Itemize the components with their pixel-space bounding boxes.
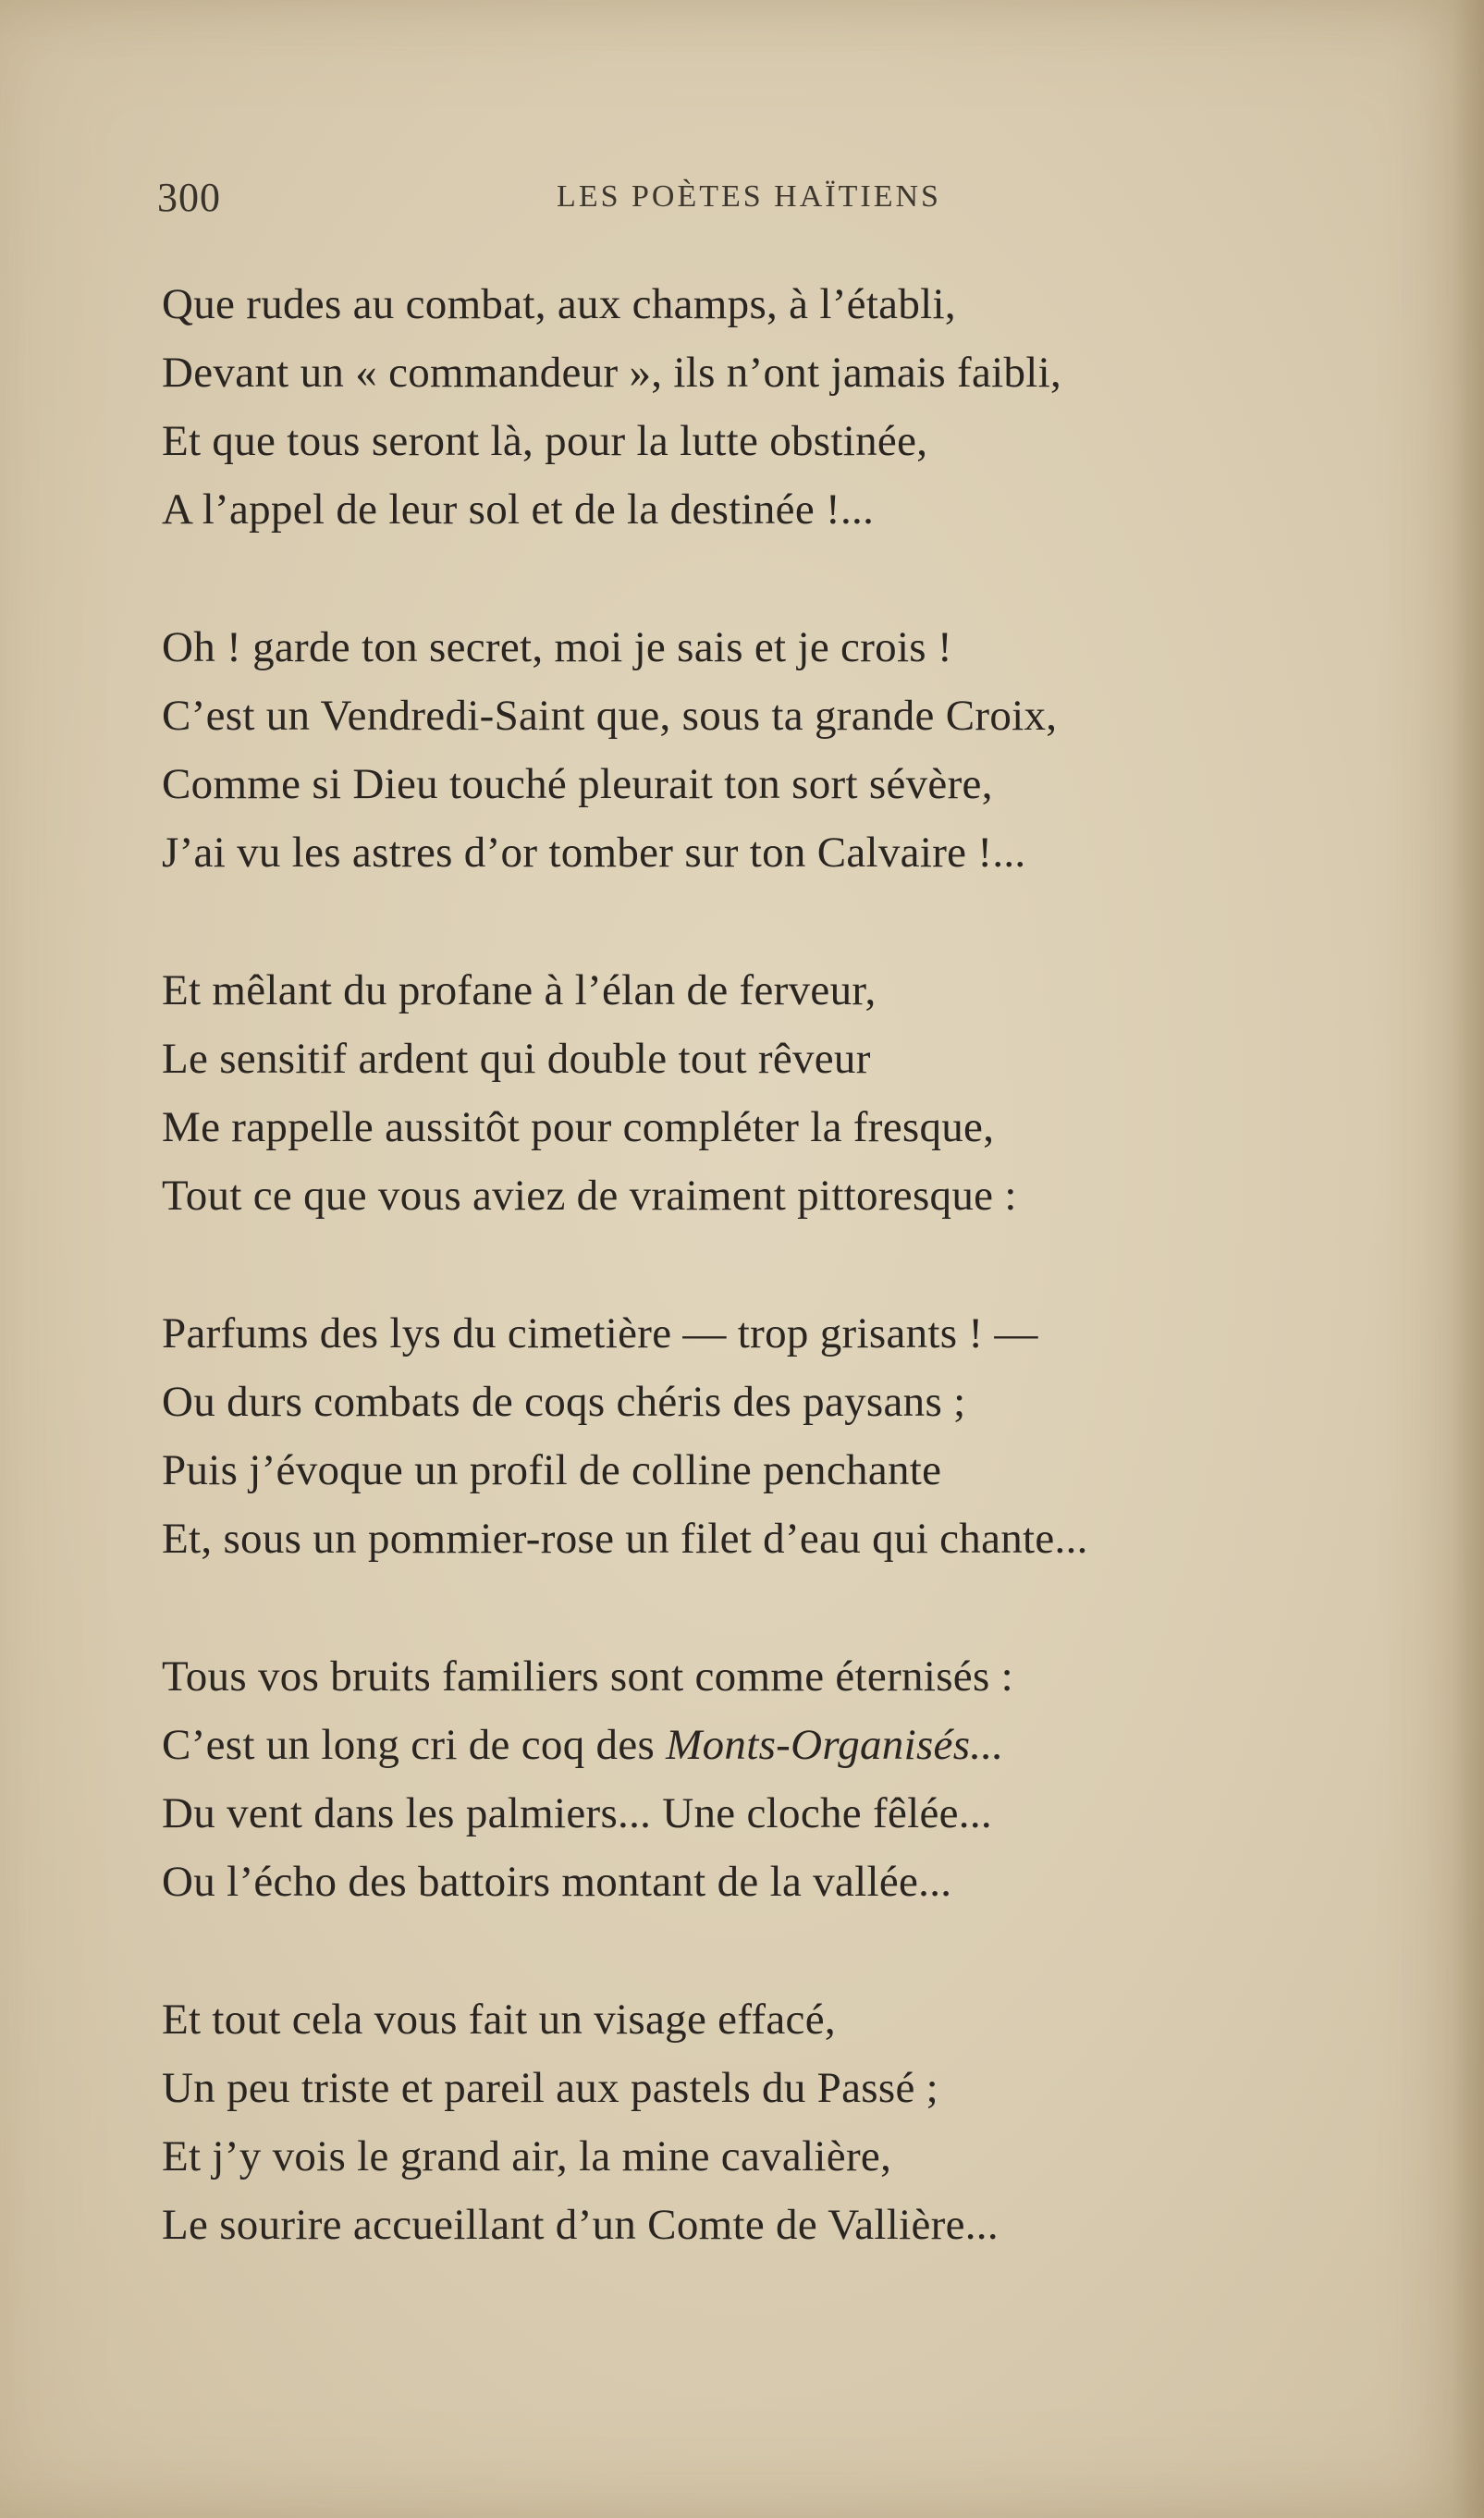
stanza-5 [162,1642,1355,1916]
verse-line: Ou l’écho des battoirs montant de la vallée... [162,1858,952,1906]
running-title: LES POÈTES HAÏTIENS [557,179,941,214]
place-name-italic: Monts-Organisés... [666,1721,1004,1769]
stanza-3 [162,956,1355,1230]
verse-line: Le sensitif ardent qui double tout rêveur [162,1035,871,1083]
verse-line-with-italic [162,1711,1355,1779]
verse-line-start: C’est un long cri de coq des [162,1721,667,1769]
page-edge-shadow [1453,0,1484,2518]
verse-line: Et que tous seront là, pour la lutte obstinée, [162,417,928,465]
verse-line: Devant un « commandeur », ils n’ont jamais faibli, [162,349,1062,397]
running-head [157,174,1322,229]
verse-line: J’ai vu les astres d’or tomber sur ton Calvaire !... [162,829,1026,877]
verse-line: Tout ce que vous aviez de vraiment pittoresque : [162,1172,1017,1220]
verse-line: Comme si Dieu touché pleurait ton sort sévère, [162,760,993,808]
verse-line: Et j’y vois le grand air, la mine cavalière, [162,2132,892,2180]
verse-line: Un peu triste et pareil aux pastels du Passé ; [162,2064,939,2112]
stanza-4 [162,1299,1355,1573]
verse-line: Me rappelle aussitôt pour compléter la fresque, [162,1103,995,1151]
verse-line: A l’appel de leur sol et de la destinée !... [162,485,875,534]
verse-line: Du vent dans les palmiers... Une cloche fêlée... [162,1789,992,1837]
verse-line: Que rudes au combat, aux champs, à l’établi, [162,280,956,328]
stanza-1 [162,270,1355,544]
verse-line: Oh ! garde ton secret, moi je sais et je crois ! [162,623,952,671]
verse-line: Et mêlant du profane à l’élan de ferveur, [162,966,877,1014]
verse-line: Le sourire accueillant d’un Comte de Vallière... [162,2201,999,2249]
verse-line: Et, sous un pommier-rose un filet d’eau qui chante... [162,1515,1088,1563]
poem [162,270,1355,2328]
verse-line: Tous vos bruits familiers sont comme éternisés : [162,1652,1013,1701]
stanza-6 [162,1985,1355,2259]
page-number: 300 [157,175,221,220]
verse-line: Et tout cela vous fait un visage effacé, [162,1996,836,2044]
verse-line: Parfums des lys du cimetière — trop grisants ! — [162,1309,1038,1357]
stanza-2 [162,613,1355,887]
verse-line: Puis j’évoque un profil de colline penchante [162,1446,942,1494]
verse-line: C’est un Vendredi-Saint que, sous ta grande Croix, [162,692,1058,740]
verse-line: Ou durs combats de coqs chéris des paysans ; [162,1378,966,1426]
